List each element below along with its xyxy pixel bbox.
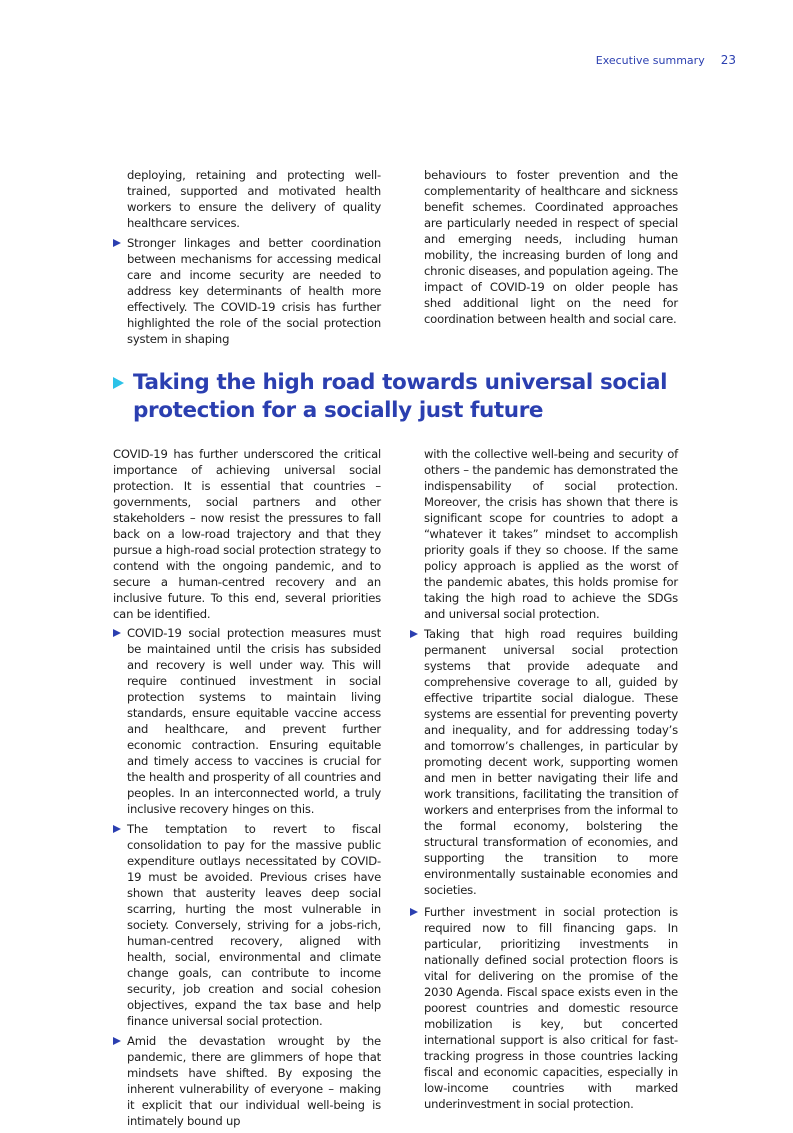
- running-header: [596, 53, 736, 67]
- left-column: [113, 446, 381, 1133]
- list-item: [113, 821, 381, 1029]
- bullet-text: Taking that high road requires building permanent universal social protection systems that provide adequate and comprehensive coverage to all, guided by effective tripartite social dialogue. These systems are essential for preventing poverty and inequality, and for addressing today’s and tomorrow’s challenges, in particular by promoting decent work, supporting women and men in better navigating their life and work transitions, facilitating the transition of workers and enterprises from the informal to the formal economy, bolstering the structural transformation of economies, and supporting the transition to more environmentally sustainable economies and societies.: [424, 627, 678, 897]
- list-item: [410, 626, 678, 898]
- list-item: [113, 1033, 381, 1129]
- intro-paragraph: COVID-19 has further underscored the critical importance of achieving universal social protection. It is essential that countries – governments, social partners and other stakeholders – now resist the pressures to fall back on a low-road trajectory and that they pursue a high-road social protection strategy to contend with the ongoing pandemic, and to secure a human-centred recovery and an inclusive future. To this end, several priorities can be identified.: [113, 447, 381, 621]
- list-item: [410, 904, 678, 1112]
- bullet-arrow-icon: [113, 629, 121, 637]
- bullet-arrow-icon: [113, 239, 121, 247]
- bullet-continuation: with the collective well-being and security of others – the pandemic has demonstrated the indispensability of social protection. Moreover, the crisis has shown that there is significant scope for countries to adopt a “whatever it takes” mindset to accomplish priority goals if they so choose. If the same policy approach is applied as the worst of the pandemic abates, this holds promise for taking the high road to achieve the SDGs and universal social protection.: [424, 447, 678, 621]
- bullet-continuation: behaviours to foster prevention and the complementarity of healthcare and sickness benefit schemes. Coordinated approaches are particularly needed in respect of special and emerging needs, including human mobility, the increasing burden of long and chronic diseases, and population ageing. The impact of COVID-19 on older people has shed additional light on the need for coordination between health and social care.: [424, 168, 678, 326]
- list-item: [113, 625, 381, 817]
- bullet-list: [113, 625, 381, 1129]
- right-column: [410, 446, 678, 1116]
- page-number: 23: [720, 53, 736, 67]
- bullet-text: Further investment in social protection is required now to fill financing gaps. In particular, prioritizing investments in nationally defined social protection floors is vital for delivering on the promise of the 2030 Agenda. Fiscal space exists even in the poorest countries and domestic resource mobilization is key, but concerted international support is also critical for fast-tracking progress in those countries lacking fiscal and economic capacities, especially in low-income countries with marked underinvestment in social protection.: [424, 905, 678, 1111]
- top-left-column: [113, 167, 381, 351]
- bullet-text: Stronger linkages and better coordination between mechanisms for accessing medical care and income security are needed to address key determinants of health more effectively. The COVID-19 crisis has further highlighted the role of the social protection system in shaping: [127, 236, 381, 346]
- bullet-list: [113, 235, 381, 347]
- bullet-text: COVID-19 social protection measures must be maintained until the crisis has subsided and recovery is well under way. This will require continued investment in social protection systems to maintain living standards, ensure equitable vaccine access and healthcare, and prevent further economic contraction. Ensuring equitable and timely access to vaccines is crucial for the health and prosperity of all countries and peoples. In an interconnected world, a truly inclusive recovery hinges on this.: [127, 626, 381, 816]
- section-heading: [113, 369, 693, 425]
- header-section-label: Executive summary: [595, 54, 705, 67]
- section-heading-text: Taking the high road towards universal social protection for a socially just future: [133, 370, 668, 423]
- top-right-column: [410, 167, 678, 327]
- bullet-text: Amid the devastation wrought by the pandemic, there are glimmers of hope that mindsets have shifted. By exposing the inherent vulnerability of everyone – making it explicit that our individual well-being is intimately bound up: [127, 1034, 381, 1128]
- heading-arrow-icon: [113, 377, 124, 389]
- bullet-continuation: deploying, retaining and protecting well-trained, supported and motivated health workers to ensure the delivery of quality healthcare services.: [127, 168, 381, 230]
- bullet-arrow-icon: [410, 630, 418, 638]
- bullet-arrow-icon: [113, 1037, 121, 1045]
- list-item: [113, 235, 381, 347]
- bullet-arrow-icon: [113, 825, 121, 833]
- bullet-arrow-icon: [410, 908, 418, 916]
- bullet-list: [410, 626, 678, 1112]
- bullet-text: The temptation to revert to fiscal consolidation to pay for the massive public expenditure outlays necessitated by COVID-19 must be avoided. Previous crises have shown that austerity leaves deep social scarring, hurting the most vulnerable in society. Conversely, striving for a jobs-rich, human-centred recovery, aligned with health, social, environmental and climate change goals, can contribute to income security, job creation and social cohesion objectives, expand the tax base and help finance universal social protection.: [127, 822, 381, 1028]
